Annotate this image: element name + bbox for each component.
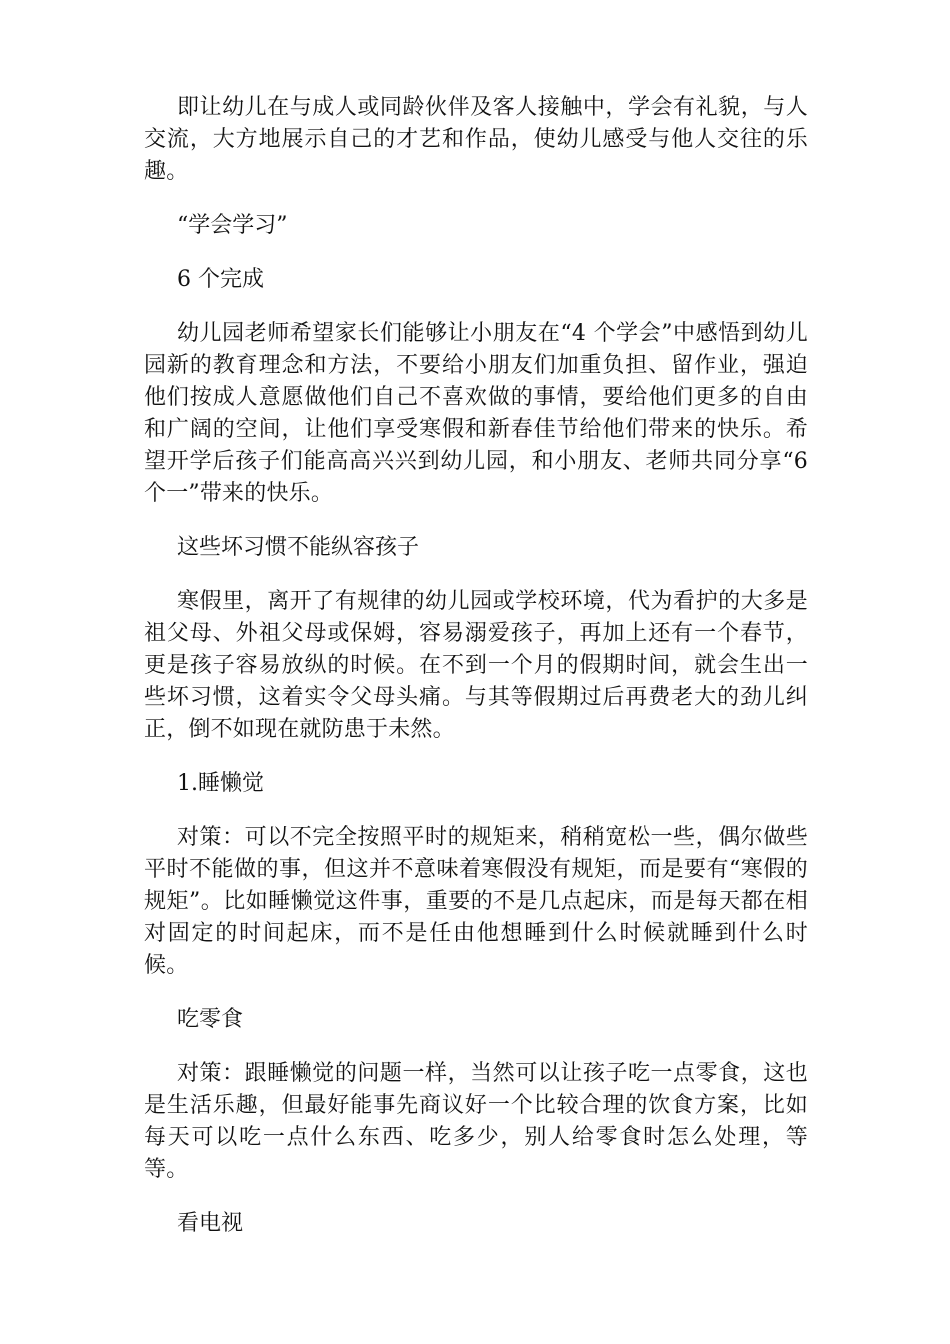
paragraph-winter-break: 寒假里，离开了有规律的幼儿园或学校环境，代为看护的大多是祖父母、外祖父母或保姆，容易溺爱孩子，再加上还有一个春节，更是孩子容易放纵的时候。在不到一个月的假期时间，就会生出一些坏习惯，这着实令父母头痛。与其等假期过后再费老大的劲儿纠正，倒不如现在就防患于未然。 xyxy=(144,589,808,742)
heading-watching-tv: 看电视 xyxy=(177,1211,244,1236)
document-body xyxy=(144,92,808,1262)
paragraph-social-interaction: 即让幼儿在与成人或同龄伙伴及客人接触中，学会有礼貌，与人交流，大方地展示自己的才艺和作品，使幼儿感受与他人交往的乐趣。 xyxy=(144,95,808,184)
heading-sleeping-in: 1.睡懒觉 xyxy=(177,771,264,796)
heading-bad-habits: 这些坏习惯不能纵容孩子 xyxy=(177,535,420,560)
paragraph-teacher-hopes: 幼儿园老师希望家长们能够让小朋友在“4 个学会”中感悟到幼儿园新的教育理念和方法，不要给小朋友们加重负担、留作业，强迫他们按成人意愿做他们自己不喜欢做的事情，要给他们更多的自由和广阔的空间，让他们享受寒假和新春佳节给他们带来的快乐。希望开学后孩子们能高高兴兴到幼儿园，和小朋友、老师共同分享“6 个一”带来的快乐。 xyxy=(144,321,808,506)
heading-snacks: 吃零食 xyxy=(177,1007,244,1032)
heading-learn-to-learn: “学会学习” xyxy=(177,213,288,238)
paragraph-snacks-strategy: 对策：跟睡懒觉的问题一样，当然可以让孩子吃一点零食，这也是生活乐趣，但最好能事先商议好一个比较合理的饮食方案，比如每天可以吃一点什么东西、吃多少，别人给零食时怎么处理，等等。 xyxy=(144,1061,808,1182)
heading-six-completions: 6 个完成 xyxy=(177,267,264,292)
paragraph-sleeping-strategy: 对策：可以不完全按照平时的规矩来，稍稍宽松一些，偶尔做些平时不能做的事，但这并不意味着寒假没有规矩，而是要有“寒假的规矩”。比如睡懒觉这件事，重要的不是几点起床，而是每天都在相对固定的时间起床，而不是任由他想睡到什么时候就睡到什么时候。 xyxy=(144,825,808,978)
